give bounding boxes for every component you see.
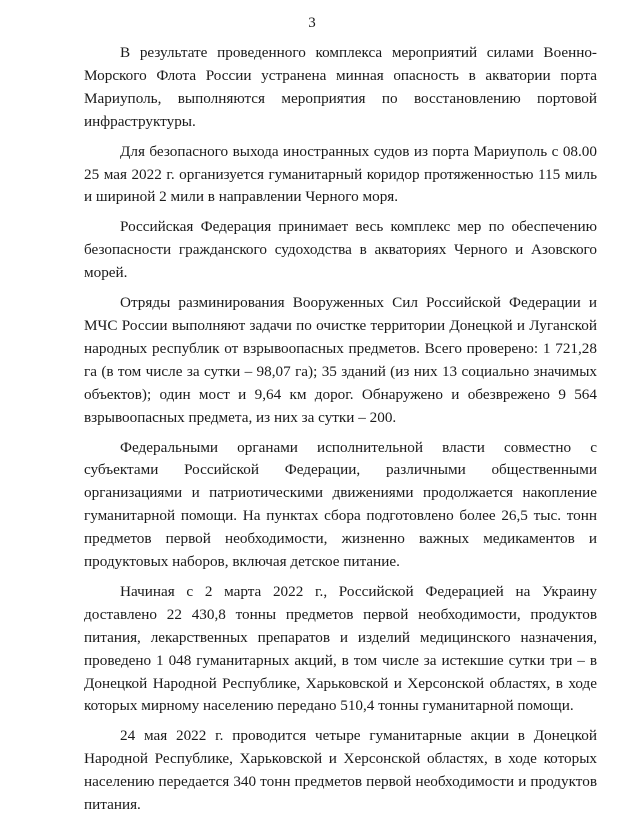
paragraph-humanitarian-corridor: Для безопасного выхода иностранных судов из порта Мариуполь с 08.00 25 мая 2022 г. организуется гуманитарный коридор протяженностью 115 миль и шириной 2 мили в направлении Черного моря. [84, 142, 597, 206]
paragraph-aid-delivered: Начиная с 2 марта 2022 г., Российской Федерацией на Украину доставлено 22 430,8 тонны предметов первой необходимости, продуктов питания, лекарственных препаратов и изделий медицинского назначения, проведено 1 048 гуманитарных акций, в том числе за истекшие сутки три – в Донецкой Народной Республике, Харьковской и Херсонской областях, в ходе которых мирному населению передано 510,4 тонны гуманитарной помощи. [84, 582, 597, 715]
paragraph-aid-accumulation: Федеральными органами исполнительной власти совместно с субъектами Российской Федерации, различными общественными организациями и патриотическими движениями продолжается накопление гуманитарной помощи. На пунктах сбора подготовлено более 26,5 тыс. тонн предметов первой необходимости, жизненно важных медикаментов и продуктовых наборов, включая детское питание. [84, 438, 597, 571]
page-number: 3 [308, 15, 316, 31]
paragraph-mine-clearance-port: В результате проведенного комплекса мероприятий силами Военно-Морского Флота России устранена минная опасность в акватории порта Мариуполь, выполняются мероприятия по восстановлению портовой инфраструктуры. [84, 44, 597, 130]
document-body [84, 42, 597, 824]
paragraph-demining-results: Отряды разминирования Вооруженных Сил Российской Федерации и МЧС России выполняют задачи по очистке территории Донецкой и Луганской народных республик от взрывоопасных предметов. Всего проверено: 1 721,28 га (в том числе за сутки – 98,07 га); 35 зданий (из них 13 социально значимых объектов); один мост и 9,64 км дорог. Обнаружено и обезврежено 9 564 взрывоопасных предмета, из них за сутки – 200. [84, 294, 597, 426]
paragraph-aid-actions-today: 24 мая 2022 г. проводится четыре гуманитарные акции в Донецкой Народной Республике, Харьковской и Херсонской областях, в ходе которых населению передается 340 тонн предметов первой необходимости и продуктов питания. [84, 727, 597, 814]
paragraph-shipping-safety: Российская Федерация принимает весь комплекс мер по обеспечению безопасности гражданского судоходства в акваториях Черного и Азовского морей. [84, 218, 597, 282]
